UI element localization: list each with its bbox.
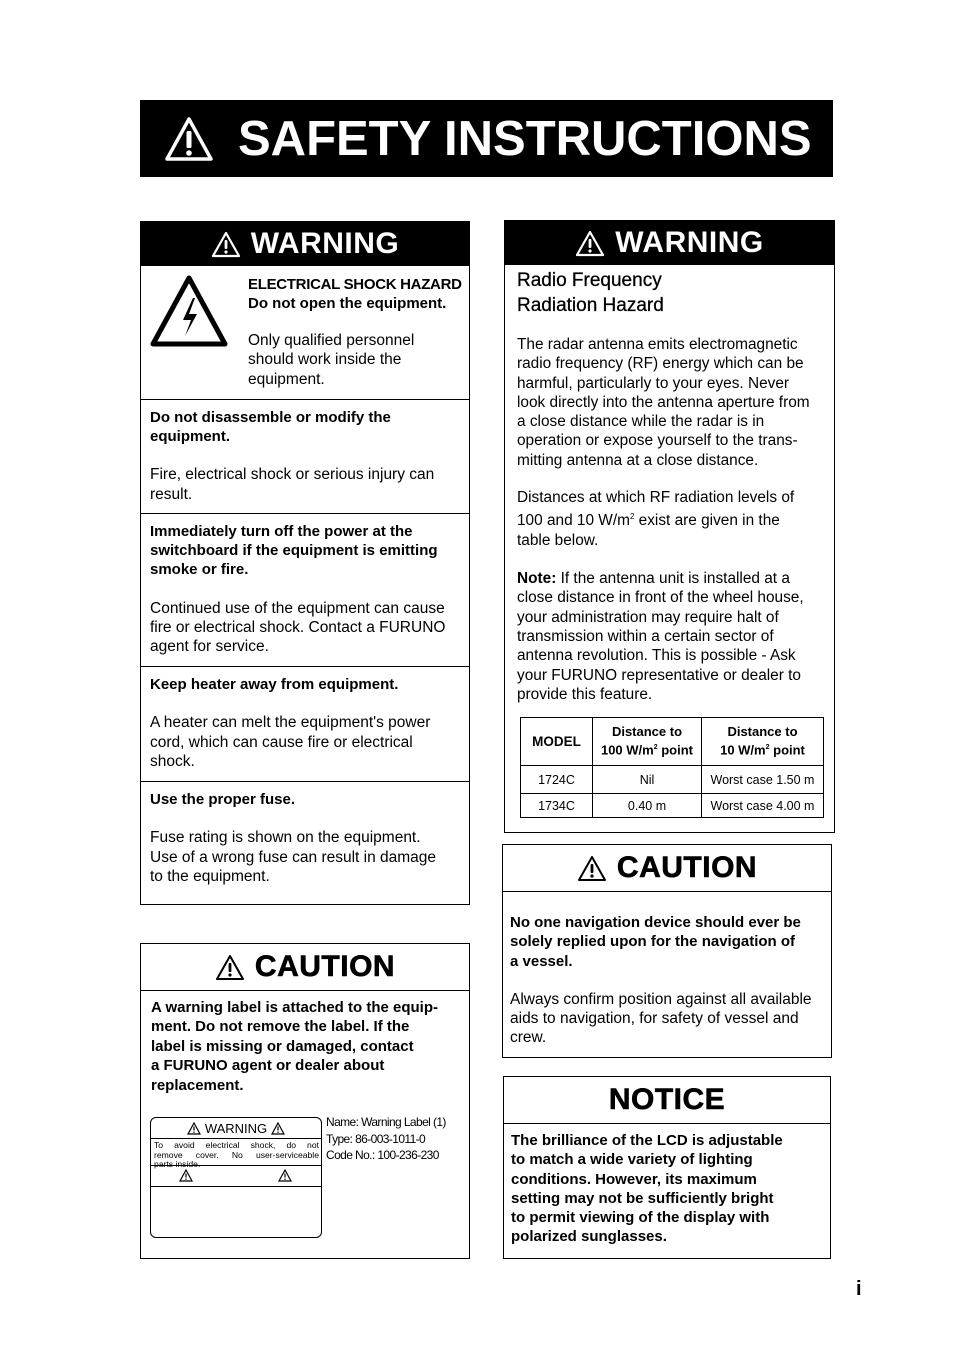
caution-bold-line: solely replied upon for the navigation of <box>510 933 796 951</box>
note-label: Note: <box>517 570 557 588</box>
warning-triangle-icon <box>271 1122 285 1135</box>
rf-para1-line: look directly into the antenna aperture from <box>517 393 810 411</box>
rf-note-line <box>517 569 834 588</box>
section-bold-line: Use the proper fuse. <box>150 791 296 808</box>
notice-bold-line: setting may not be sufficiently bright <box>511 1189 774 1207</box>
warning-triangle-icon <box>187 1122 201 1135</box>
caution-nav-body <box>503 892 831 1048</box>
notice-bold-line: polarized sunglasses. <box>511 1228 667 1246</box>
shock-hazard-text-3: equipment. <box>248 370 325 388</box>
table-header-100 <box>593 718 702 766</box>
caution-bold-line: A warning label is attached to the equip- <box>151 999 438 1016</box>
section-text-line: Use of a wrong fuse can result in damage <box>150 848 437 866</box>
rf-subtitle-1: Radio Frequency <box>517 270 662 291</box>
section-text-line: cord, which can cause fire or electrical <box>150 733 413 751</box>
rf-subtitle-2: Radiation Hazard <box>517 295 664 316</box>
section-text-line: Continued use of the equipment can cause <box>150 599 445 617</box>
notice-header <box>504 1077 830 1124</box>
rf-note-line: provide this feature. <box>517 685 653 703</box>
section-bold-line: smoke or fire. <box>150 561 249 579</box>
label-title: WARNING <box>204 1120 268 1136</box>
label-info-type: Type: 86-003-1011-0 <box>326 1131 426 1146</box>
warning-box-electrical <box>140 221 470 905</box>
table-header-line <box>702 740 823 758</box>
caution-bold-line: a FURUNO agent or dealer about <box>151 1057 385 1075</box>
rf-note-line: transmission within a certain sector of <box>517 627 774 645</box>
warning-section-fuse <box>141 781 469 903</box>
table-header-point: point <box>769 742 805 758</box>
label-info <box>326 1114 446 1164</box>
table-header-line: Distance to <box>727 724 798 740</box>
section-text-line: Fire, electrical shock or serious injury can <box>150 466 435 484</box>
table-header-unit: 100 W/m <box>600 742 654 758</box>
page-number: i <box>856 1278 862 1300</box>
section-text-line: to the equipment. <box>150 867 270 885</box>
caution-bold-line: replacement. <box>151 1076 244 1094</box>
warning-section-power <box>141 513 469 666</box>
page-title: SAFETY INSTRUCTIONS <box>238 111 812 166</box>
notice-bold-line: to permit viewing of the display with <box>511 1209 770 1227</box>
section-bold-line: Keep heater away from equipment. <box>150 676 399 693</box>
notice-header-label: NOTICE <box>608 1083 726 1116</box>
rf-para2-unit: 100 and 10 W/m <box>517 512 630 530</box>
caution-header-label: CAUTION <box>254 950 396 983</box>
section-bold-line: Do not disassemble or modify the <box>150 409 391 426</box>
warning-triangle-icon <box>575 230 605 257</box>
caution-bold-line: No one navigation device should ever be <box>510 914 801 931</box>
caution-box-navigation <box>502 844 832 1058</box>
superscript-2: 2 <box>765 744 770 752</box>
rf-para1-line: radio frequency (RF) energy which can be <box>517 355 804 373</box>
superscript-2: 2 <box>629 512 635 522</box>
section-bold-line: Immediately turn off the power at the <box>150 523 413 540</box>
rf-para2-rest: exist are given in the <box>634 512 780 530</box>
caution-header <box>141 944 469 991</box>
label-text <box>151 1139 321 1170</box>
table-cell: 0.40 m <box>593 794 702 818</box>
rf-para2-line: Distances at which RF radiation levels of <box>517 489 795 507</box>
section-text-line: result. <box>150 485 193 503</box>
warning-triangle-icon <box>164 116 214 162</box>
table-row <box>521 794 824 818</box>
notice-bold-line: The brilliance of the LCD is adjustable <box>511 1132 783 1149</box>
rf-para1-line: mitting antenna at a close distance. <box>517 451 759 469</box>
table-header-point: point <box>657 742 694 758</box>
warning-triangle-icon <box>211 231 241 258</box>
warning-header-label: WARNING <box>250 227 400 260</box>
shock-hazard-section <box>141 266 469 399</box>
rf-para1-line: a close distance while the radar is in <box>517 413 765 431</box>
warning-box-rf <box>504 220 835 833</box>
caution-text-line: crew. <box>510 1029 547 1047</box>
rf-para1-line: The radar antenna emits electromagnetic <box>517 336 798 353</box>
shock-hazard-title: ELECTRICAL SHOCK HAZARD <box>248 276 462 293</box>
rf-note-line: antenna revolution. This is possible - Ask <box>517 647 796 665</box>
section-bold-line: equipment. <box>150 428 231 446</box>
section-text-line: shock. <box>150 752 195 770</box>
superscript-2: 2 <box>653 744 658 752</box>
notice-box <box>503 1076 831 1259</box>
caution-label-body <box>141 991 469 1095</box>
section-bold-line: switchboard if the equipment is emitting <box>150 542 438 560</box>
caution-text-line: Always confirm position against all available <box>510 990 812 1008</box>
table-header-row <box>521 718 824 766</box>
notice-bold-line: to match a wide variety of lighting <box>511 1151 753 1169</box>
electrical-shock-hazard-icon <box>149 274 229 349</box>
rf-note-line: your administration may require halt of <box>517 608 779 626</box>
caution-header <box>503 845 831 892</box>
warning-header <box>505 221 834 265</box>
warning-triangle-icon <box>179 1169 193 1182</box>
rf-para1-line: harmful, particularly to your eyes. Never <box>517 374 790 392</box>
warning-triangle-icon <box>278 1169 292 1182</box>
rf-para1-line: operation or expose yourself to the trans- <box>517 432 798 450</box>
section-text-line: agent for service. <box>150 638 269 656</box>
rf-distance-table <box>520 717 824 818</box>
table-cell: 1724C <box>521 766 593 794</box>
caution-header-label: CAUTION <box>616 851 758 884</box>
label-info-name: Name: Warning Label (1) <box>326 1115 446 1129</box>
warning-triangle-icon <box>215 954 245 981</box>
warning-section-heater <box>141 666 469 781</box>
label-title-row <box>151 1118 321 1139</box>
caution-bold-line: label is missing or damaged, contact <box>151 1037 414 1055</box>
notice-body <box>504 1124 830 1247</box>
caution-text-line: aids to navigation, for safety of vessel and <box>510 1010 799 1028</box>
table-header-10 <box>702 718 824 766</box>
table-cell: Worst case 1.50 m <box>702 766 824 794</box>
rf-note-line: your FURUNO representative or dealer to <box>517 666 801 684</box>
table-row <box>521 766 824 794</box>
table-header-line <box>593 740 701 758</box>
label-info-code: Code No.: 100-236-230 <box>326 1148 439 1162</box>
table-cell: Nil <box>593 766 702 794</box>
warning-triangle-icon <box>577 855 607 882</box>
label-icon-row <box>151 1166 321 1187</box>
warning-section-disassemble <box>141 399 469 513</box>
section-text-line: Fuse rating is shown on the equipment. <box>150 829 421 847</box>
warning-header-label: WARNING <box>615 226 764 259</box>
table-cell: Worst case 4.00 m <box>702 794 824 818</box>
rf-body <box>505 265 834 704</box>
shock-hazard-text-1: Only qualified personnel <box>248 332 415 349</box>
label-text-line: To avoid electrical shock, do not <box>154 1140 319 1150</box>
rf-para2-line: table below. <box>517 531 599 549</box>
table-cell: 1734C <box>521 794 593 818</box>
section-text-line: fire or electrical shock. Contact a FURUNO <box>150 618 446 636</box>
rf-para2-line <box>517 507 834 530</box>
shock-hazard-bold: Do not open the equipment. <box>248 295 447 312</box>
warning-label-illustration <box>150 1117 322 1238</box>
section-text-line: A heater can melt the equipment's power <box>150 714 431 732</box>
table-header-model: MODEL <box>521 718 593 766</box>
note-text: If the antenna unit is installed at a <box>556 570 790 588</box>
label-text-line: parts inside. <box>154 1159 201 1170</box>
caution-bold-line: ment. Do not remove the label. If the <box>151 1018 410 1036</box>
label-text-line: remove cover. No user-serviceable <box>154 1149 319 1160</box>
rf-note-line: close distance in front of the wheel house, <box>517 589 804 607</box>
notice-bold-line: conditions. However, its maximum <box>511 1170 757 1188</box>
shock-hazard-text-2: should work inside the <box>248 351 402 369</box>
caution-box-label <box>140 943 470 1259</box>
page-title-bar <box>140 100 833 177</box>
warning-header <box>141 222 469 266</box>
caution-bold-line: a vessel. <box>510 952 573 970</box>
table-header-unit: 10 W/m <box>720 742 766 758</box>
table-header-line: Distance to <box>611 724 683 740</box>
